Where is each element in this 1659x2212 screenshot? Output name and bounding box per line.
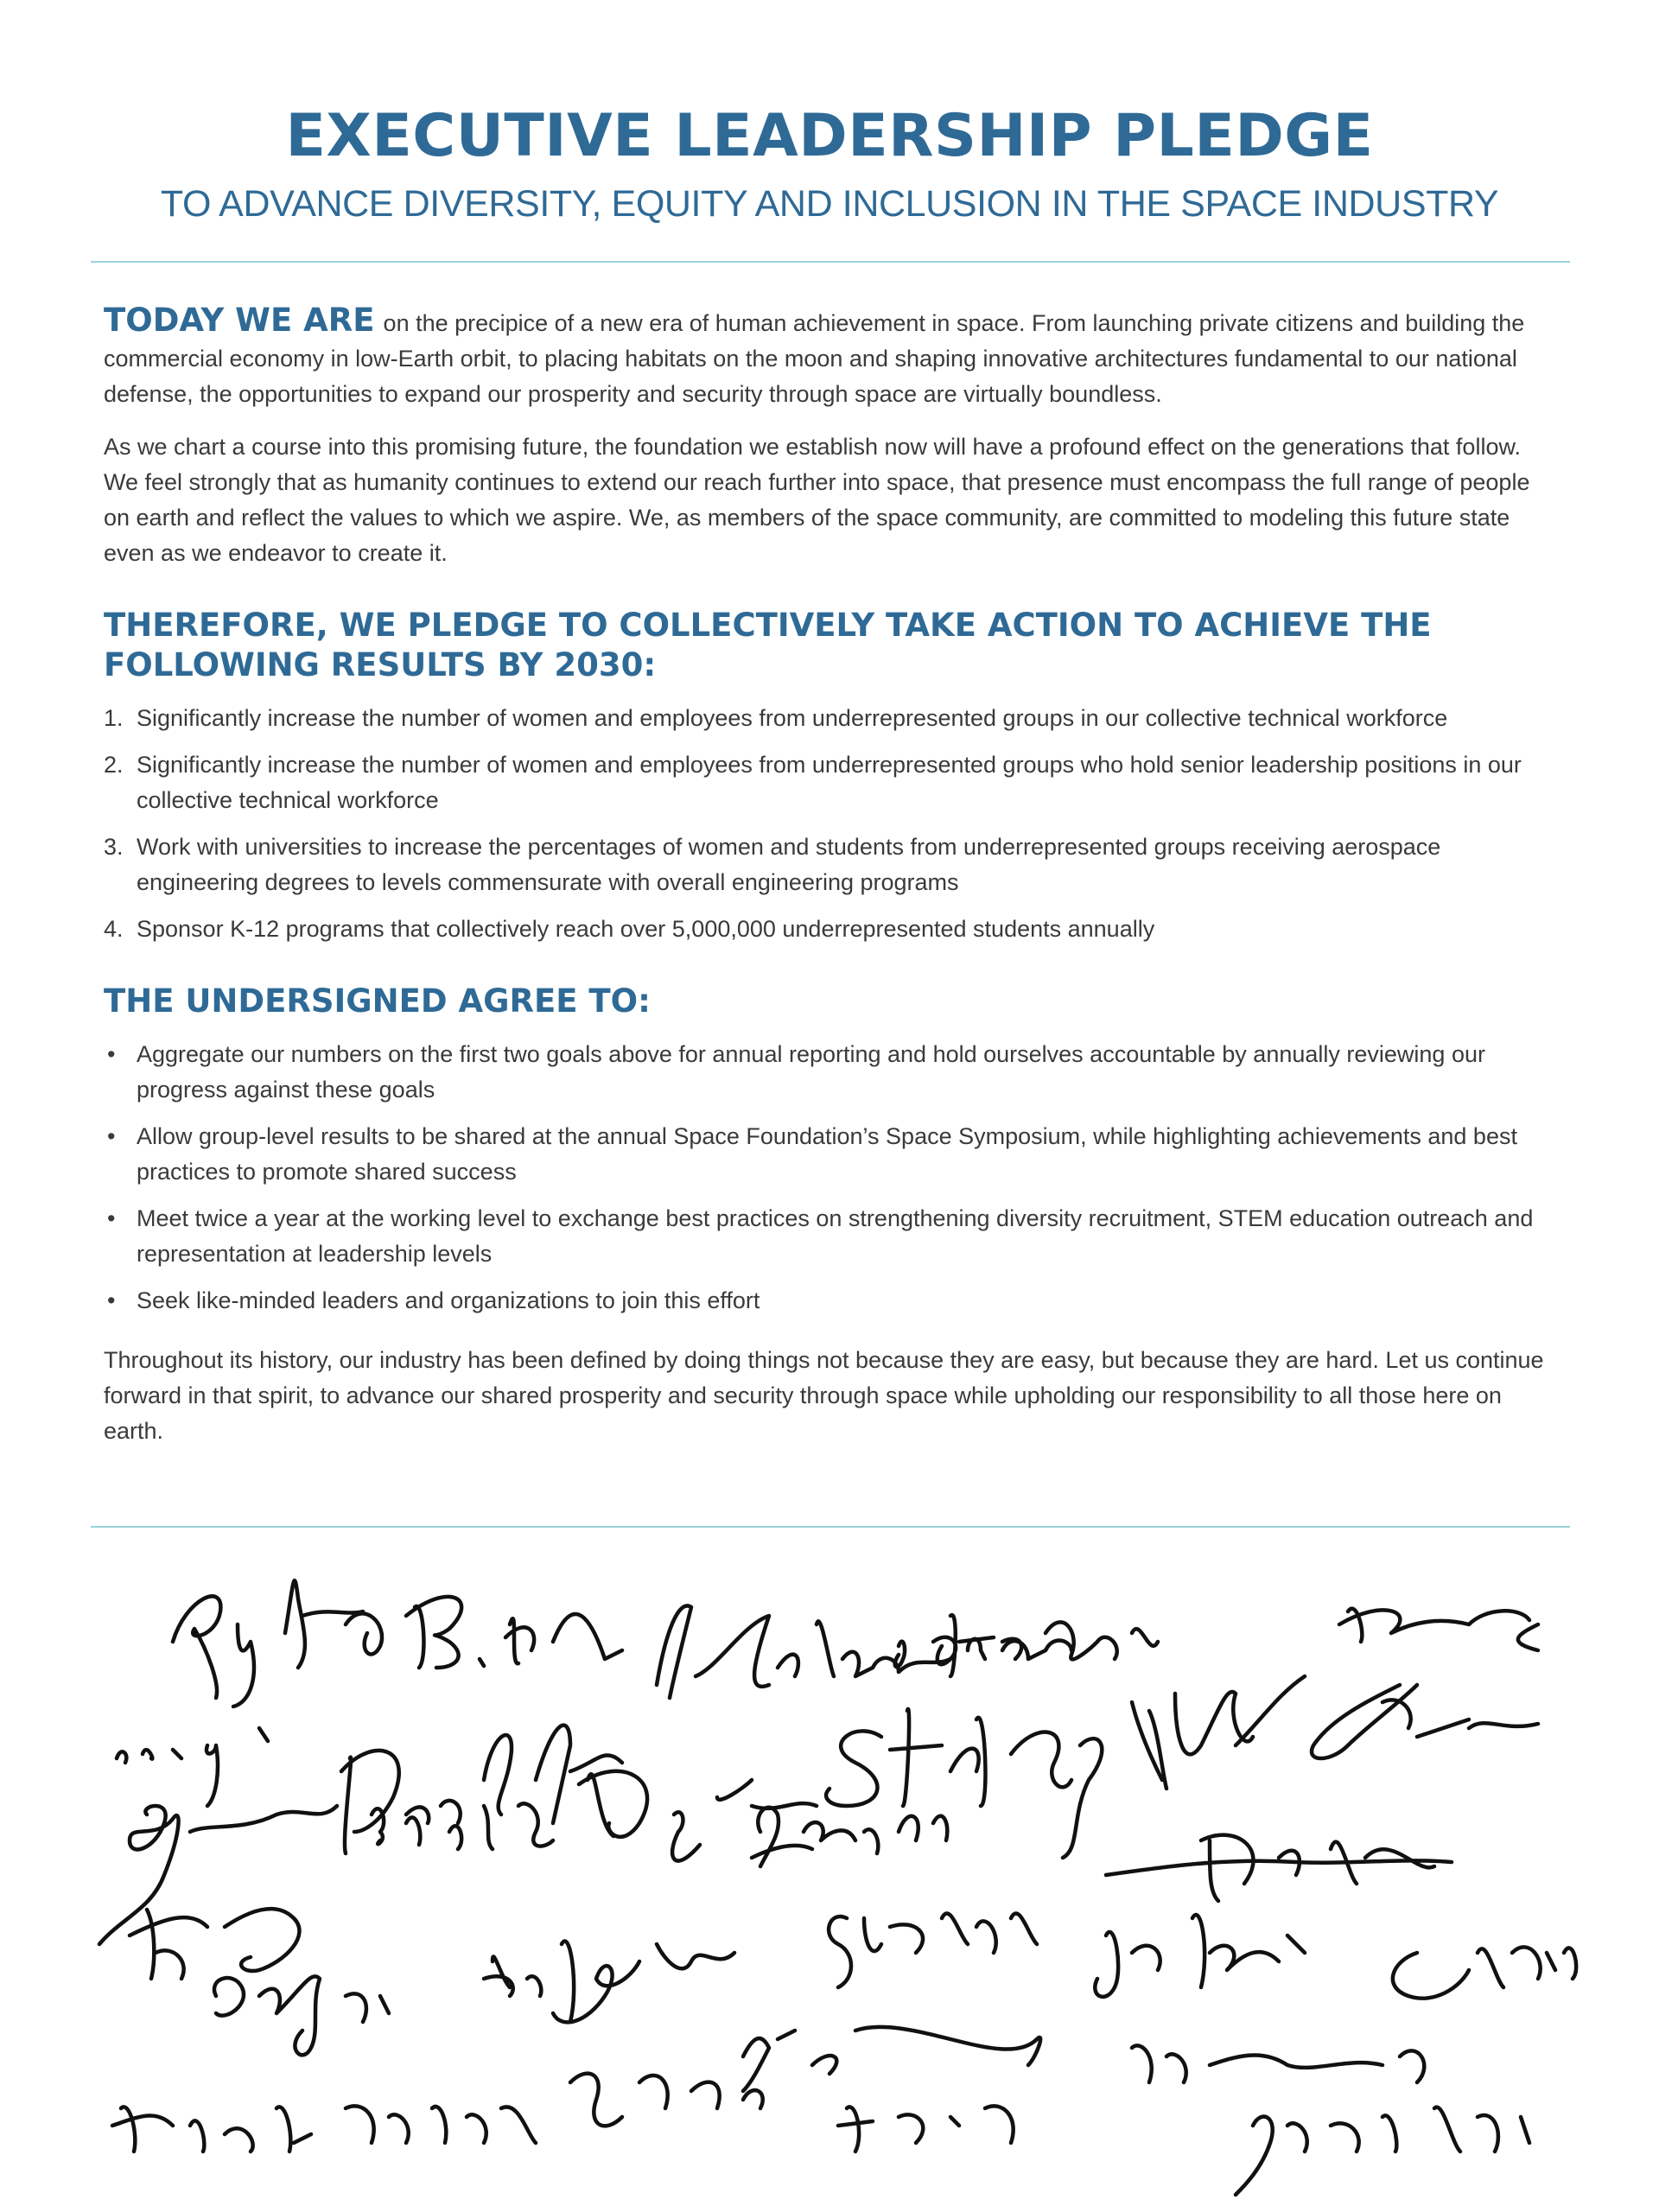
agree-list <box>104 1037 1555 1319</box>
agree-heading: THE UNDERSIGNED AGREE TO: <box>104 982 651 1020</box>
top-divider <box>91 261 1570 263</box>
page-title: EXECUTIVE LEADERSHIP PLEDGE <box>285 102 1374 170</box>
signatures-block <box>0 1547 1659 2212</box>
signature <box>752 1808 947 1866</box>
signature <box>826 1709 1102 1858</box>
signature <box>829 1913 1037 1987</box>
goal-text: Sponsor K-12 programs that collectively reach over 5,000,000 underrepresented students annually <box>137 916 1155 942</box>
agree-item <box>104 1119 1555 1190</box>
goal-text: Significantly increase the number of women and employees from underrepresented groups who hold senior leadership positions in our collective technical workforce <box>137 752 1522 813</box>
signature <box>99 1806 337 1944</box>
pledge-goals-list <box>104 701 1555 947</box>
bullet-icon: • <box>107 1287 116 1313</box>
intro-paragraph-2: As we chart a course into this promising future, the foundation we establish now will have a profound effect on the generations that follow. We feel strongly that as humanity continues to extend our reach further into space, that presence must encompass the full range of people on earth and reflect the values to which we aspire. We, as members of the space community, are committed to modeling this future state even as we endeavor to create it. <box>104 434 1530 566</box>
signature <box>130 1909 389 2055</box>
signature <box>372 1803 553 1849</box>
signature <box>570 2074 763 2126</box>
goal-number: 2. <box>104 752 124 778</box>
signature <box>1132 1676 1305 1789</box>
pledge-heading: THEREFORE, WE PLEDGE TO COLLECTIVELY TAKE ACTION TO ACHIEVE THE FOLLOWING RESULTS BY 2030: <box>104 607 1432 683</box>
signature <box>1236 2107 1529 2195</box>
goal-item <box>104 701 1555 736</box>
agree-text: Aggregate our numbers on the first two goals above for annual reporting and hold ourselves accountable by annually reviewing our progress against these goals <box>137 1041 1485 1103</box>
signature <box>484 1941 734 2022</box>
agree-item <box>104 1037 1555 1108</box>
signature <box>406 1597 622 1668</box>
agree-text: Meet twice a year at the working level to exchange best practices on strengthening diversity recruitment, STEM education outreach and representation at leadership levels <box>137 1205 1534 1267</box>
agree-text: Seek like-minded leaders and organizations to join this effort <box>137 1287 760 1313</box>
signature <box>1339 1609 1538 1650</box>
signature <box>1312 1685 1538 1758</box>
signature <box>112 2107 311 2152</box>
page-subtitle: TO ADVANCE DIVERSITY, EQUITY AND INCLUSION IN THE SPACE INDUSTRY <box>160 183 1499 225</box>
signature <box>1095 1915 1305 1997</box>
signature <box>117 1728 268 1806</box>
closing-paragraph: Throughout its history, our industry has been defined by doing things not because they are easy, but because they are hard. Let us continue forward in that spirit, to advance our shared prosperity and security through space while upholding our responsibility to all those here on earth. <box>104 1347 1544 1444</box>
intro-lead: TODAY WE ARE <box>104 302 375 339</box>
agree-item <box>104 1201 1555 1272</box>
bullet-icon: • <box>107 1041 116 1067</box>
agree-text: Allow group-level results to be shared at the annual Space Foundation’s Space Symposium, while highlighting achievements and best practices to promote shared success <box>137 1123 1517 1185</box>
intro-paragraph <box>104 302 1555 412</box>
bullet-icon: • <box>107 1123 116 1149</box>
pledge-body <box>104 302 1555 1466</box>
intro-text: on the precipice of a new era of human achievement in space. From launching private citizens and building the commercial economy in low-Earth orbit, to placing habitats on the moon and shaping innovative architectures fundamental to our national defense, the opportunities to expand our prosperity and security through space are virtually boundless. <box>104 310 1525 407</box>
goal-number: 1. <box>104 705 124 731</box>
bullet-icon: • <box>107 1205 116 1231</box>
goal-text: Significantly increase the number of women and employees from underrepresented groups in our collective technical workforce <box>137 705 1448 731</box>
goal-item <box>104 830 1555 900</box>
signature <box>743 2027 1040 2091</box>
signature <box>657 1605 1071 1698</box>
signature <box>346 2106 536 2143</box>
signature <box>1106 1835 1452 1901</box>
goal-item <box>104 747 1555 818</box>
signature <box>838 2106 1014 2152</box>
signature <box>173 1580 382 1707</box>
goal-number: 3. <box>104 834 124 860</box>
agree-item <box>104 1283 1555 1319</box>
signature <box>1132 2045 1424 2082</box>
goal-number: 4. <box>104 916 124 942</box>
signature-divider <box>91 1526 1570 1528</box>
goal-item <box>104 912 1555 947</box>
signature <box>895 1622 1158 1667</box>
signature <box>1393 1947 1576 1998</box>
goal-text: Work with universities to increase the percentages of women and students from underrepresented groups receiving aerospace engineering degrees to levels commensurate with overall engineering programs <box>137 834 1441 895</box>
